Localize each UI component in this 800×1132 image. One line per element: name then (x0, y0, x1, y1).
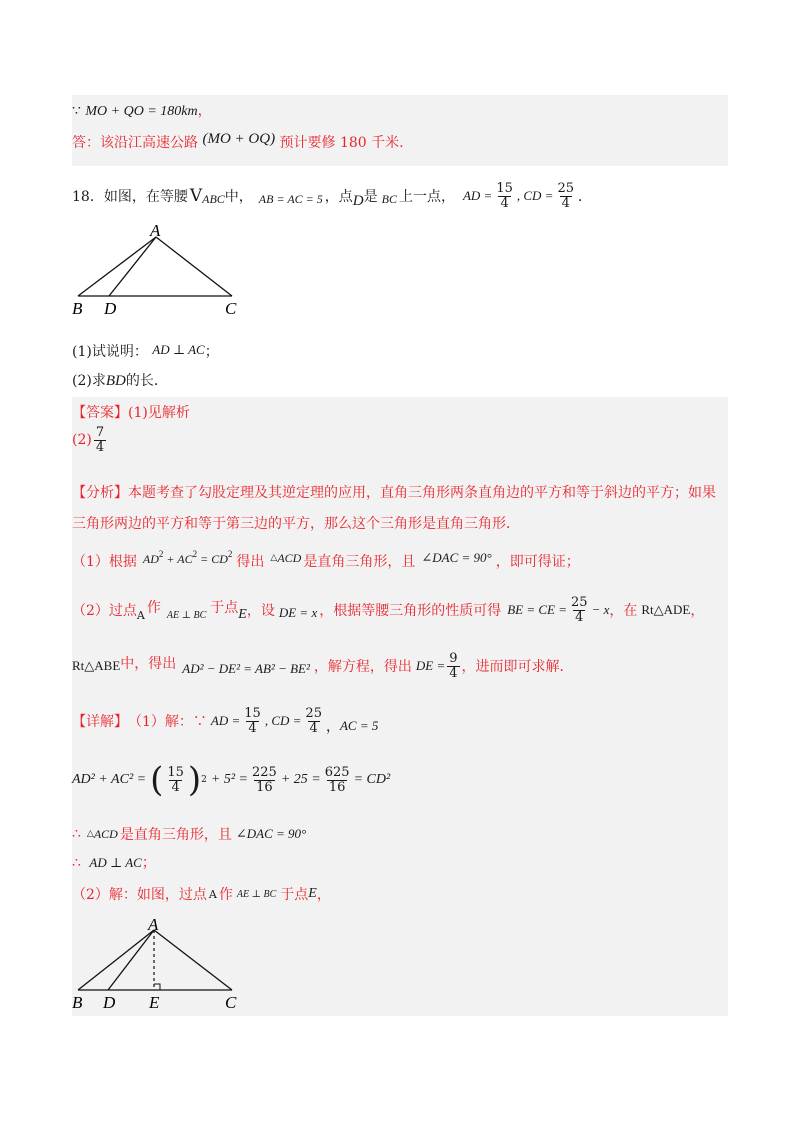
answer-part2-line (72, 426, 108, 454)
answer-expr: (MO + OQ) (202, 131, 276, 147)
s3-tail: ，进而即可求解． (461, 659, 574, 676)
s1-prefix: （1）根据 (72, 554, 137, 570)
c2-expr: AD ⊥ AC (89, 855, 142, 870)
p2-a: A (208, 887, 217, 901)
analysis-step-3 (72, 652, 574, 680)
problem-mid-2: ，点 (324, 189, 353, 205)
answer-part2-fraction (94, 426, 106, 454)
analysis-tag: 【分析】 (72, 485, 128, 501)
segment-bc: BC (381, 191, 397, 206)
s2-rt1: Rt△ADE (641, 602, 691, 618)
q2-tail: 的长． (125, 373, 168, 389)
q2-expr: BD (105, 373, 126, 389)
s3-de-num: 9 (449, 651, 458, 666)
label-b: B (72, 299, 83, 317)
label-c: C (225, 299, 237, 317)
answer-suffix: 预计要修 180 千米. (279, 135, 404, 151)
because-tail: ， (197, 103, 212, 119)
ad-fraction (494, 182, 515, 210)
s1-pythag-expr: $AD^2 + AC^2 = CD^2$ (142, 549, 233, 566)
analysis-step-1 (72, 549, 580, 573)
eq-frac-1-num: 15 (167, 764, 184, 780)
answer-part2-num: 7 (95, 425, 105, 440)
c1-prefix: ∴ (72, 826, 81, 842)
s1-mid2: 是直角三角形，且 (303, 554, 416, 570)
p2-perp: AE ⊥ BC (236, 888, 277, 900)
s2-be-tail: − x (591, 602, 610, 618)
fig2-label-a: A (148, 915, 159, 934)
cd-label: , CD = (516, 188, 554, 203)
detail-p1-cd-den: 4 (309, 720, 318, 736)
problem-number: 18． (72, 189, 104, 205)
s2-mid1: 作 (146, 600, 161, 617)
s2-perp: AE ⊥ BC (166, 609, 207, 621)
s3-eq: AD² − DE² = AB² − BE² (182, 661, 310, 677)
cd-fraction (555, 182, 576, 210)
detail-tag: 【详解】 (72, 714, 128, 730)
c1-tri-name: ACD (93, 826, 118, 841)
analysis-text-1: 本题考查了勾股定理及其逆定理的应用，直角三角形两条直角边的平方和等于斜边的平方；如果 (128, 485, 716, 501)
s3-rt2: Rt△ABE (72, 658, 121, 674)
fig2-side-ab (78, 930, 154, 990)
question-1 (72, 341, 219, 361)
eq-frac-3-den: 16 (328, 779, 346, 795)
c1-triangle: △ACD (86, 826, 118, 841)
eq-frac-3 (323, 766, 352, 794)
p2-e: E (308, 886, 317, 901)
p2-mid2: 于点 (280, 887, 309, 903)
p2-prefix: （2）解：如图，过点 (72, 887, 207, 903)
analysis-step-2 (72, 596, 704, 624)
s1-expr-b: + AC (163, 552, 193, 566)
triangle-symbol: V (189, 186, 203, 206)
side-ac (156, 237, 232, 296)
answer-line (72, 131, 404, 152)
detail-conclusion-2 (72, 852, 156, 872)
fig2-label-d: D (103, 993, 116, 1010)
detail-equation: AD² + AC² = ( $\frac{15}{4}$ ) 2 + 5² = $\frac{225}{16}$ + 25 = $\frac{625}{16}$ = CD² (72, 760, 391, 800)
s2-let: DE = x (278, 605, 318, 621)
figure-triangle-abc-with-altitude (68, 912, 258, 1010)
label-a: A (150, 222, 161, 240)
analysis-text-2: 三角形两边的平方和等于第三边的平方，那么这个三角形是直角三角形． (72, 516, 520, 532)
detail-p1-ac: AC = 5 (339, 718, 379, 733)
s1-mid: 得出 (236, 554, 265, 570)
detail-p1-ad: AD = (210, 713, 241, 728)
eq-frac-2-den: 16 (256, 779, 273, 795)
p2-tail: ， (316, 887, 331, 903)
s1-expr-a: AD (142, 552, 159, 566)
fig2-side-ac (154, 930, 232, 990)
s1-tail: ，即可得证； (495, 554, 580, 570)
because-expr: MO + QO = 180km (85, 104, 198, 119)
point-d: D (352, 192, 364, 209)
s3-mid1: 中，得出 (120, 656, 177, 673)
detail-p1-ad-num: 15 (244, 705, 261, 721)
fig2-label-b: B (72, 993, 83, 1010)
q2-prefix: (2)求 (72, 373, 106, 389)
detail-p1-cd: , CD = (264, 713, 302, 728)
problem-mid-4: 上一点， (398, 189, 455, 205)
detail-part2-line (72, 884, 331, 904)
s2-mid3: ，设 (246, 603, 275, 620)
eq-frac-2-num: 225 (252, 764, 277, 780)
eq-plus: + 5² = (210, 772, 248, 787)
because-symbol: ∵ (72, 103, 81, 119)
label-d: D (104, 299, 117, 317)
s2-be-num: 25 (571, 595, 588, 610)
ad-label: AD = (462, 188, 493, 203)
p2-mid: 作 (218, 887, 233, 903)
eq-frac-1 (165, 766, 186, 794)
s2-prefix: （2）过点 (72, 603, 137, 620)
s2-point-e: E (238, 607, 247, 623)
detail-p1-ad-den: 4 (248, 720, 257, 736)
q1-expr: AD ⊥ AC (152, 342, 205, 357)
problem-statement (72, 178, 592, 214)
analysis-line-2 (72, 513, 520, 533)
cd-den: 4 (561, 195, 570, 211)
s1-triangle: △ACD (270, 550, 302, 565)
s2-point-a: A (136, 608, 145, 622)
problem-mid-3: 是 (363, 189, 378, 205)
fig2-label-e: E (149, 993, 160, 1010)
s1-angle: ∠DAC = 90° (421, 550, 492, 565)
s2-be-den: 4 (575, 609, 584, 625)
fig2-label-c: C (225, 993, 237, 1010)
c2-prefix: ∴ (72, 855, 81, 871)
s2-mid2: 于点 (210, 600, 239, 617)
detail-p1-prefix: （1）解：∵ (128, 714, 207, 730)
detail-p1-cd-fraction (303, 707, 324, 735)
s2-mid4: ，根据等腰三角形的性质可得 (319, 603, 502, 620)
q1-tail: ； (204, 344, 219, 360)
analysis-line-1 (72, 482, 716, 502)
figure-triangle-abc (68, 222, 258, 317)
s2-be: BE = CE = (507, 602, 568, 618)
s1-tri-name: ACD (277, 550, 302, 565)
given-ab-ac: AB = AC = 5 (258, 191, 323, 206)
problem-intro: 如图，在等腰 (103, 189, 188, 205)
s3-de-fraction (447, 652, 459, 680)
answer-part2-den: 4 (95, 439, 105, 455)
side-ab (78, 237, 156, 296)
answer-prefix: 答：该沿江高速公路 (72, 135, 198, 151)
s3-de-den: 4 (449, 665, 458, 681)
detail-p1-cd-num: 25 (305, 705, 322, 721)
s3-mid2: ，解方程，得出 (313, 659, 412, 676)
ad-den: 4 (500, 195, 509, 211)
eq-frac-3-num: 625 (324, 764, 350, 780)
fig2-segment-ad (108, 930, 154, 990)
s2-mid5: ，在 (609, 603, 638, 620)
problem-mid-1: 中， (224, 189, 253, 205)
s3-de: DE = (415, 658, 446, 674)
detail-p1-ad-fraction (242, 707, 263, 735)
answer-tag-line (72, 402, 190, 422)
answer-part1: (1)见解析 (128, 405, 190, 421)
c1-mid: 是直角三角形，且 (119, 827, 232, 843)
eq-rhs: = CD² (353, 772, 391, 787)
s2-end: ， (690, 603, 705, 620)
ad-num: 15 (496, 180, 513, 196)
c2-tail: ； (141, 855, 156, 871)
eq-frac-1-den: 4 (171, 779, 180, 795)
detail-conclusion-1 (72, 824, 306, 844)
triangle-name: ABC (202, 191, 225, 206)
eq-frac-2 (250, 766, 279, 794)
question-2 (72, 370, 168, 390)
detail-part1-line: 【详解】 （1）解：∵ AD = $\frac{15}{4}$ , CD = $\frac{25}{4}$ ， AC = 5 (72, 705, 379, 736)
answer-part2-prefix: (2) (72, 432, 92, 449)
s1-expr-c: = CD (197, 552, 228, 566)
q1-prefix: (1)试说明： (72, 344, 148, 360)
eq-plus2: + 25 = (280, 772, 321, 787)
because-line (72, 100, 212, 120)
cd-num: 25 (557, 180, 574, 196)
s2-be-fraction (569, 596, 590, 624)
answer-tag: 【答案】 (72, 405, 128, 421)
c1-angle: ∠DAC = 90° (235, 826, 307, 841)
eq-lhs: AD² + AC² = (72, 772, 147, 787)
problem-end: ． (578, 189, 592, 205)
right-angle-mark (154, 984, 160, 990)
